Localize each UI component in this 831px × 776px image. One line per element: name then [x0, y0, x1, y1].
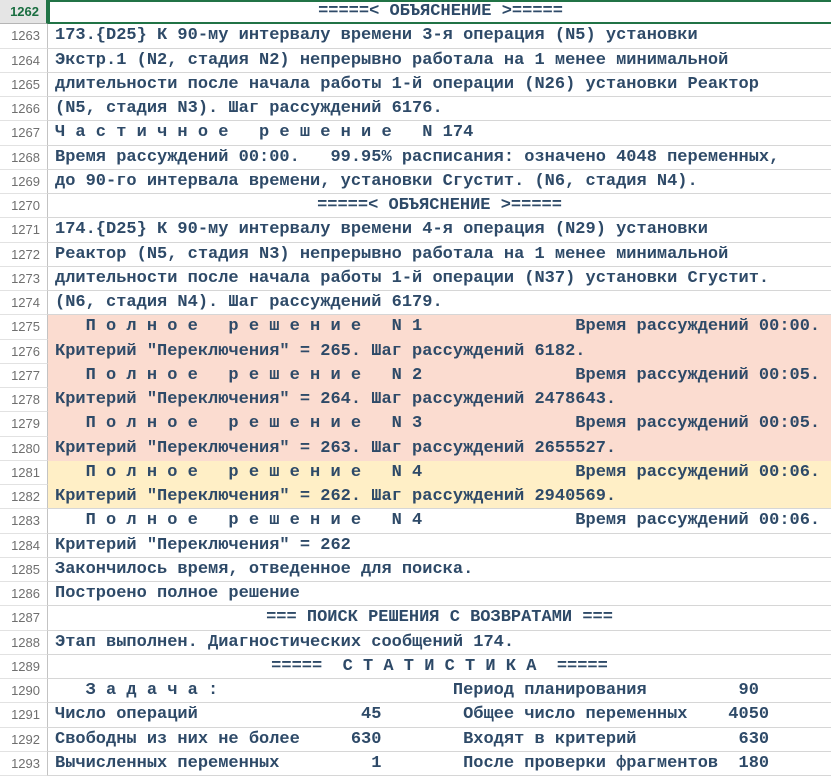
row-header[interactable]: 1264 [0, 49, 48, 73]
row-cell[interactable]: П о л н о е р е ш е н и е N 3 Время рассуждений 00:05. [48, 412, 831, 436]
row-cell[interactable]: П о л н о е р е ш е н и е N 4 Время рассуждений 00:06. [48, 509, 831, 533]
table-row [0, 412, 831, 436]
row-cell[interactable]: длительности после начала работы 1-й операции (N37) установки Сгустит. [48, 267, 831, 291]
row-cell[interactable]: Время рассуждений 00:00. 99.95% расписания: означено 4048 переменных, [48, 146, 831, 170]
table-row [0, 364, 831, 388]
row-header[interactable]: 1281 [0, 461, 48, 485]
row-cell[interactable]: П о л н о е р е ш е н и е N 4 Время рассуждений 00:06. [48, 461, 831, 485]
table-row [0, 121, 831, 145]
row-cell[interactable]: Свободны из них не более 630 Входят в критерий 630 [48, 728, 831, 752]
table-row [0, 388, 831, 412]
row-cell[interactable]: (N6, стадия N4). Шаг рассуждений 6179. [48, 291, 831, 315]
row-header[interactable]: 1285 [0, 558, 48, 582]
table-row [0, 631, 831, 655]
row-header[interactable]: 1269 [0, 170, 48, 194]
row-header[interactable]: 1279 [0, 412, 48, 436]
row-cell[interactable]: Критерий "Переключения" = 264. Шаг рассуждений 2478643. [48, 388, 831, 412]
row-header[interactable]: 1265 [0, 73, 48, 97]
table-row [0, 218, 831, 242]
row-cell[interactable]: 173.{D25} К 90-му интервалу времени 3-я операция (N5) установки [48, 24, 831, 48]
row-cell[interactable]: П о л н о е р е ш е н и е N 2 Время рассуждений 00:05. [48, 364, 831, 388]
row-cell[interactable]: Критерий "Переключения" = 262. Шаг рассуждений 2940569. [48, 485, 831, 509]
table-row [0, 291, 831, 315]
table-row [0, 461, 831, 485]
table-row [0, 606, 831, 630]
row-header[interactable]: 1291 [0, 703, 48, 727]
table-row [0, 509, 831, 533]
row-header[interactable]: 1280 [0, 437, 48, 461]
table-row [0, 582, 831, 606]
row-header[interactable]: 1290 [0, 679, 48, 703]
row-header[interactable]: 1272 [0, 243, 48, 267]
row-cell[interactable]: Число операций 45 Общее число переменных 4050 [48, 703, 831, 727]
table-row [0, 437, 831, 461]
row-header[interactable]: 1293 [0, 752, 48, 776]
table-row [0, 558, 831, 582]
table-row [0, 728, 831, 752]
table-row [0, 340, 831, 364]
row-cell[interactable]: === ПОИСК РЕШЕНИЯ С ВОЗВРАТАМИ === [48, 606, 831, 630]
table-row [0, 97, 831, 121]
row-cell[interactable]: до 90-го интервала времени, установки Сгустит. (N6, стадия N4). [48, 170, 831, 194]
table-row [0, 655, 831, 679]
table-row [0, 146, 831, 170]
row-header[interactable]: 1276 [0, 340, 48, 364]
table-row [0, 49, 831, 73]
row-cell[interactable]: (N5, стадия N3). Шаг рассуждений 6176. [48, 97, 831, 121]
table-row [0, 170, 831, 194]
row-cell[interactable]: Закончилось время, отведенное для поиска. [48, 558, 831, 582]
row-cell[interactable]: =====< ОБЪЯСНЕНИЕ >===== [48, 0, 831, 24]
row-header[interactable]: 1266 [0, 97, 48, 121]
table-row [0, 679, 831, 703]
row-header[interactable]: 1284 [0, 534, 48, 558]
row-header[interactable]: 1287 [0, 606, 48, 630]
row-header[interactable]: 1270 [0, 194, 48, 218]
row-header[interactable]: 1268 [0, 146, 48, 170]
row-header[interactable]: 1275 [0, 315, 48, 339]
row-cell[interactable]: Критерий "Переключения" = 263. Шаг рассуждений 2655527. [48, 437, 831, 461]
table-row [0, 243, 831, 267]
row-header[interactable]: 1292 [0, 728, 48, 752]
row-cell[interactable]: Вычисленных переменных 1 После проверки фрагментов 180 [48, 752, 831, 776]
row-cell[interactable]: П о л н о е р е ш е н и е N 1 Время рассуждений 00:00. [48, 315, 831, 339]
table-row [0, 485, 831, 509]
row-cell[interactable]: Ч а с т и ч н о е р е ш е н и е N 174 [48, 121, 831, 145]
row-header[interactable]: 1278 [0, 388, 48, 412]
row-cell[interactable]: Построено полное решение [48, 582, 831, 606]
table-row [0, 73, 831, 97]
table-row [0, 24, 831, 48]
row-header[interactable]: 1289 [0, 655, 48, 679]
table-row [0, 267, 831, 291]
row-header[interactable]: 1274 [0, 291, 48, 315]
table-row [0, 194, 831, 218]
row-header[interactable]: 1282 [0, 485, 48, 509]
row-header[interactable]: 1277 [0, 364, 48, 388]
row-cell[interactable]: ===== С Т А Т И С Т И К А ===== [48, 655, 831, 679]
table-row [0, 534, 831, 558]
row-header[interactable]: 1263 [0, 24, 48, 48]
row-header[interactable]: 1271 [0, 218, 48, 242]
row-cell[interactable]: Критерий "Переключения" = 262 [48, 534, 831, 558]
row-header[interactable]: 1283 [0, 509, 48, 533]
row-header[interactable]: 1288 [0, 631, 48, 655]
row-header[interactable]: 1273 [0, 267, 48, 291]
row-cell[interactable]: =====< ОБЪЯСНЕНИЕ >===== [48, 194, 831, 218]
table-row [0, 703, 831, 727]
row-header[interactable]: 1286 [0, 582, 48, 606]
row-header-selected[interactable]: 1262 [0, 0, 48, 24]
row-cell[interactable]: Этап выполнен. Диагностических сообщений 174. [48, 631, 831, 655]
row-cell[interactable]: длительности после начала работы 1-й операции (N26) установки Реактор [48, 73, 831, 97]
table-row [0, 752, 831, 776]
table-row [0, 0, 831, 24]
row-cell[interactable]: Реактор (N5, стадия N3) непрерывно работала на 1 менее минимальной [48, 243, 831, 267]
row-header[interactable]: 1267 [0, 121, 48, 145]
table-row [0, 315, 831, 339]
row-cell[interactable]: 174.{D25} К 90-му интервалу времени 4-я операция (N29) установки [48, 218, 831, 242]
row-cell[interactable]: Критерий "Переключения" = 265. Шаг рассуждений 6182. [48, 340, 831, 364]
row-cell[interactable]: Экстр.1 (N2, стадия N2) непрерывно работала на 1 менее минимальной [48, 49, 831, 73]
row-cell[interactable]: З а д а ч а : Период планирования 90 [48, 679, 831, 703]
